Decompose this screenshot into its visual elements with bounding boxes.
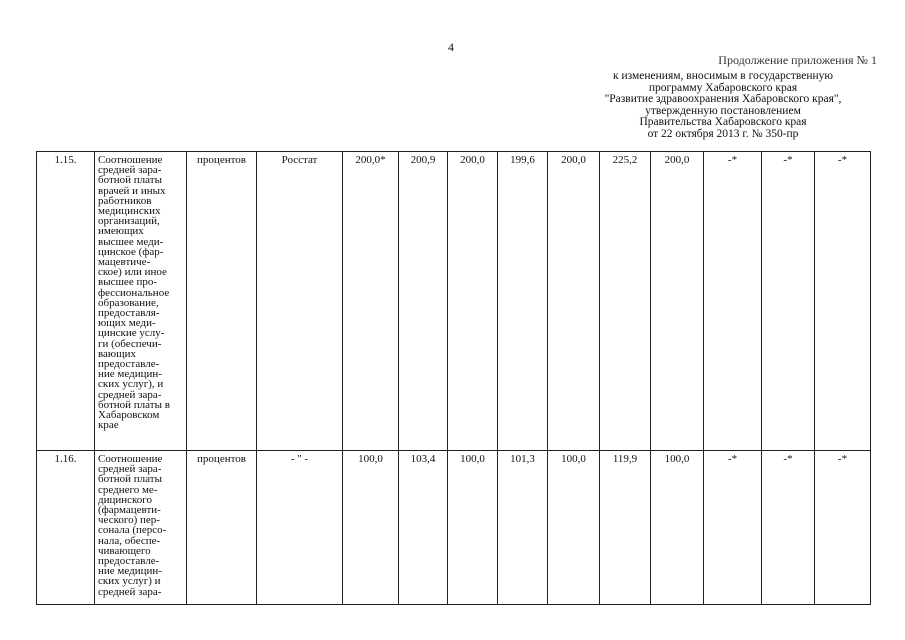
unit-cell: процентов xyxy=(187,451,257,605)
header-line: "Развитие здравоохранения Хабаровского края", xyxy=(604,93,842,106)
table-row xyxy=(37,152,871,451)
value-cell: -* xyxy=(815,152,871,451)
unit-cell: процентов xyxy=(187,152,257,451)
table-row xyxy=(37,451,871,605)
description-line: мацевтиче- xyxy=(98,256,151,269)
description-line: средней зара- xyxy=(98,585,162,598)
description-line: средней зара- xyxy=(98,388,162,401)
description-line: Хабаровском xyxy=(98,409,160,422)
description-line: предоставле- xyxy=(98,358,160,371)
description-line: ческого) пер- xyxy=(98,514,160,527)
header-line: утвержденную постановлением xyxy=(645,104,801,117)
source-cell: Росстат xyxy=(257,152,343,451)
description-line: высшее про- xyxy=(98,276,158,289)
row-number: 1.15. xyxy=(37,152,95,451)
description-line: Соотношение xyxy=(98,154,163,166)
description-line: фессиональное xyxy=(98,286,170,299)
value-cell: -* xyxy=(815,451,871,605)
value-cell: 200,0* xyxy=(343,152,399,451)
continuation-label: Продолжение приложения № 1 xyxy=(718,53,877,67)
description-line: ние медицин- xyxy=(98,565,162,578)
page-number: 4 xyxy=(448,40,454,54)
description-line: средней зара- xyxy=(98,463,162,476)
value-cell: -* xyxy=(762,451,815,605)
description-line: врачей и иных xyxy=(98,184,166,197)
value-cell: 200,0 xyxy=(448,152,498,451)
value-cell: 100,0 xyxy=(651,451,704,605)
description-line: организаций, xyxy=(98,215,160,228)
description-line: ское) или иное xyxy=(98,266,167,279)
description-line: ботной платы xyxy=(98,174,162,187)
description-line: цинское (фар- xyxy=(98,245,164,258)
description-line: предоставля- xyxy=(98,307,160,320)
value-cell: 103,4 xyxy=(399,451,448,605)
value-cell: 101,3 xyxy=(498,451,548,605)
value-cell: 200,0 xyxy=(651,152,704,451)
description-line: нала, обеспе- xyxy=(98,534,161,547)
header-line: к изменениям, вносимым в государственную xyxy=(613,70,833,82)
description-line: средней зара- xyxy=(98,164,162,177)
value-cell: -* xyxy=(704,152,762,451)
description-line: высшее меди- xyxy=(98,235,164,248)
value-cell: 100,0 xyxy=(548,451,600,605)
indicator-description xyxy=(95,451,187,605)
description-line: работников xyxy=(98,194,152,207)
value-cell: 200,9 xyxy=(399,152,448,451)
value-cell: 119,9 xyxy=(600,451,651,605)
description-line: медицинских xyxy=(98,205,161,218)
description-line: имеющих xyxy=(98,225,144,238)
description-line: среднего ме- xyxy=(98,483,158,496)
description-line: ботной платы xyxy=(98,473,162,486)
value-cell: 225,2 xyxy=(600,152,651,451)
header-line: Правительства Хабаровского края xyxy=(639,116,807,129)
description-line: образование, xyxy=(98,296,159,309)
value-cell: -* xyxy=(704,451,762,605)
description-line: дицинского xyxy=(98,493,153,506)
description-line: ботной платы в xyxy=(98,398,170,411)
description-line: ских услуг), и xyxy=(98,378,164,391)
value-cell: 100,0 xyxy=(448,451,498,605)
description-line: вающих xyxy=(98,347,137,360)
description-line: (фармацевти- xyxy=(98,504,161,517)
value-cell: -* xyxy=(762,152,815,451)
description-line: Соотношение xyxy=(98,453,163,465)
value-cell: 100,0 xyxy=(343,451,399,605)
header-line: от 22 октября 2013 г. № 350-пр xyxy=(647,127,799,140)
description-line: крае xyxy=(98,419,119,432)
indicator-description xyxy=(95,152,187,451)
description-line: ги (обеспечи- xyxy=(98,337,162,350)
description-line: чивающего xyxy=(98,544,151,557)
description-line: предоставле- xyxy=(98,555,160,568)
value-cell: 199,6 xyxy=(498,152,548,451)
description-line: ских услуг) и xyxy=(98,575,161,588)
appendix-header xyxy=(578,71,868,141)
source-cell: - " - xyxy=(257,451,343,605)
description-line: сонала (персо- xyxy=(98,524,167,537)
header-line: программу Хабаровского края xyxy=(648,81,798,94)
description-line: ние медицин- xyxy=(98,368,162,381)
indicators-table xyxy=(36,151,871,605)
description-line: цинские услу- xyxy=(98,327,165,340)
value-cell: 200,0 xyxy=(548,152,600,451)
row-number: 1.16. xyxy=(37,451,95,605)
description-line: ющих меди- xyxy=(98,317,156,330)
